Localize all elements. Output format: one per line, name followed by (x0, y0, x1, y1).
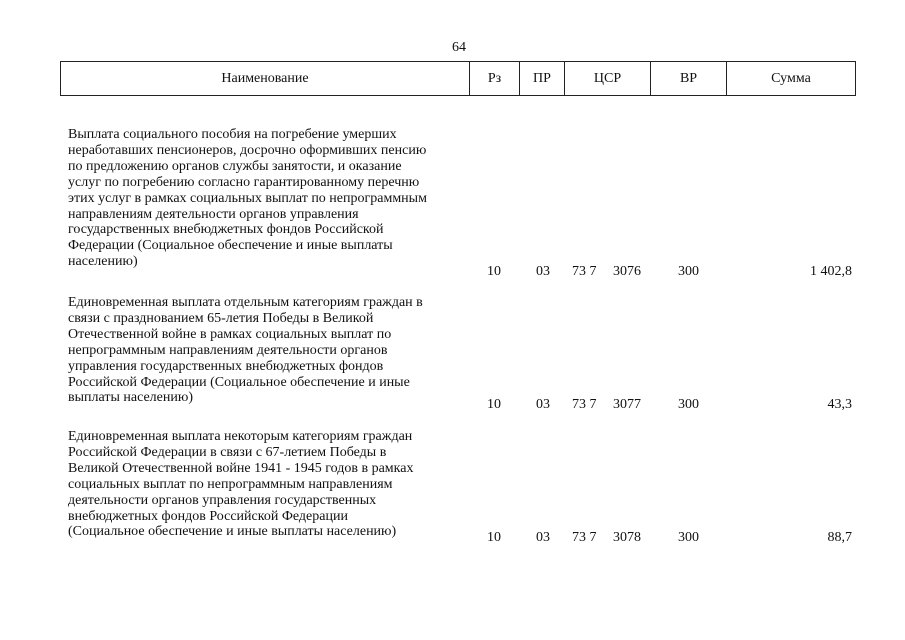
cell-csr-b: 3078 (613, 530, 641, 545)
name-line: управления государственных внебюджетных фондов (68, 358, 384, 374)
cell-rz: 10 (487, 264, 501, 279)
name-line: направлениям деятельности органов управления (68, 206, 359, 222)
header-csr: ЦСР (565, 62, 651, 95)
header-sum: Сумма (771, 71, 811, 86)
name-line: Российской Федерации (Социальное обеспечение и иные (68, 374, 410, 390)
name-line: непрограммным направлениям деятельности органов (68, 342, 388, 358)
cell-vr: 300 (678, 530, 699, 545)
name-line: неработавших пенсионеров, досрочно оформивших пенсию (68, 142, 427, 158)
name-line: социальных выплат по непрограммным направлениям (68, 476, 393, 492)
page-number: 64 (452, 40, 466, 55)
name-line: государственных внебюджетных фондов Российской (68, 222, 384, 238)
cell-csr-b: 3076 (613, 264, 641, 279)
cell-pr: 03 (536, 530, 550, 545)
name-line: связи с празднованием 65-летия Победы в Великой (68, 310, 374, 326)
header-name: Наименование (61, 62, 470, 95)
name-line: населению) (68, 254, 138, 270)
cell-sum: 1 402,8 (810, 264, 852, 279)
cell-pr: 03 (536, 264, 550, 279)
cell-csr-a: 73 7 (572, 264, 597, 279)
name-line: Единовременная выплата некоторым категориям граждан (68, 429, 413, 444)
name-line: Единовременная выплата отдельным категориям граждан в (68, 295, 423, 310)
name-line: внебюджетных фондов Российской Федерации (68, 508, 348, 524)
name-line: услуг по погребению согласно гарантированному перечню (68, 174, 420, 190)
name-line: этих услуг в рамках социальных выплат по непрограммным (68, 190, 427, 206)
name-line: деятельности органов управления государственных (68, 492, 377, 508)
cell-rz: 10 (487, 530, 501, 545)
name-line: выплаты населению) (68, 390, 193, 406)
name-line: Российской Федерации в связи с 67-летием Победы в (68, 444, 387, 460)
header-vr: ВР (651, 62, 727, 95)
name-line: Отечественной войне в рамках социальных выплат по (68, 326, 392, 342)
table-header (60, 61, 856, 96)
name-line: по предложению органов службы занятости, и оказание (68, 158, 402, 174)
cell-csr-a: 73 7 (572, 397, 597, 412)
name-line: Выплата социального пособия на погребение умерших (68, 127, 397, 142)
cell-rz: 10 (487, 397, 501, 412)
cell-vr: 300 (678, 397, 699, 412)
cell-sum: 88,7 (827, 530, 852, 545)
cell-vr: 300 (678, 264, 699, 279)
cell-pr: 03 (536, 397, 550, 412)
cell-csr-b: 3077 (613, 397, 641, 412)
name-line: Великой Отечественной войне 1941 - 1945 годов в рамках (68, 460, 414, 476)
header-rz: Рз (470, 62, 520, 95)
name-line: Федерации (Социальное обеспечение и иные выплаты (68, 238, 393, 254)
name-line: (Социальное обеспечение и иные выплаты населению) (68, 524, 397, 540)
row-name (68, 127, 468, 270)
header-pr: ПР (520, 62, 565, 95)
cell-csr-a: 73 7 (572, 530, 597, 545)
row-name (68, 429, 468, 540)
cell-sum: 43,3 (827, 397, 852, 412)
row-name (68, 295, 468, 406)
